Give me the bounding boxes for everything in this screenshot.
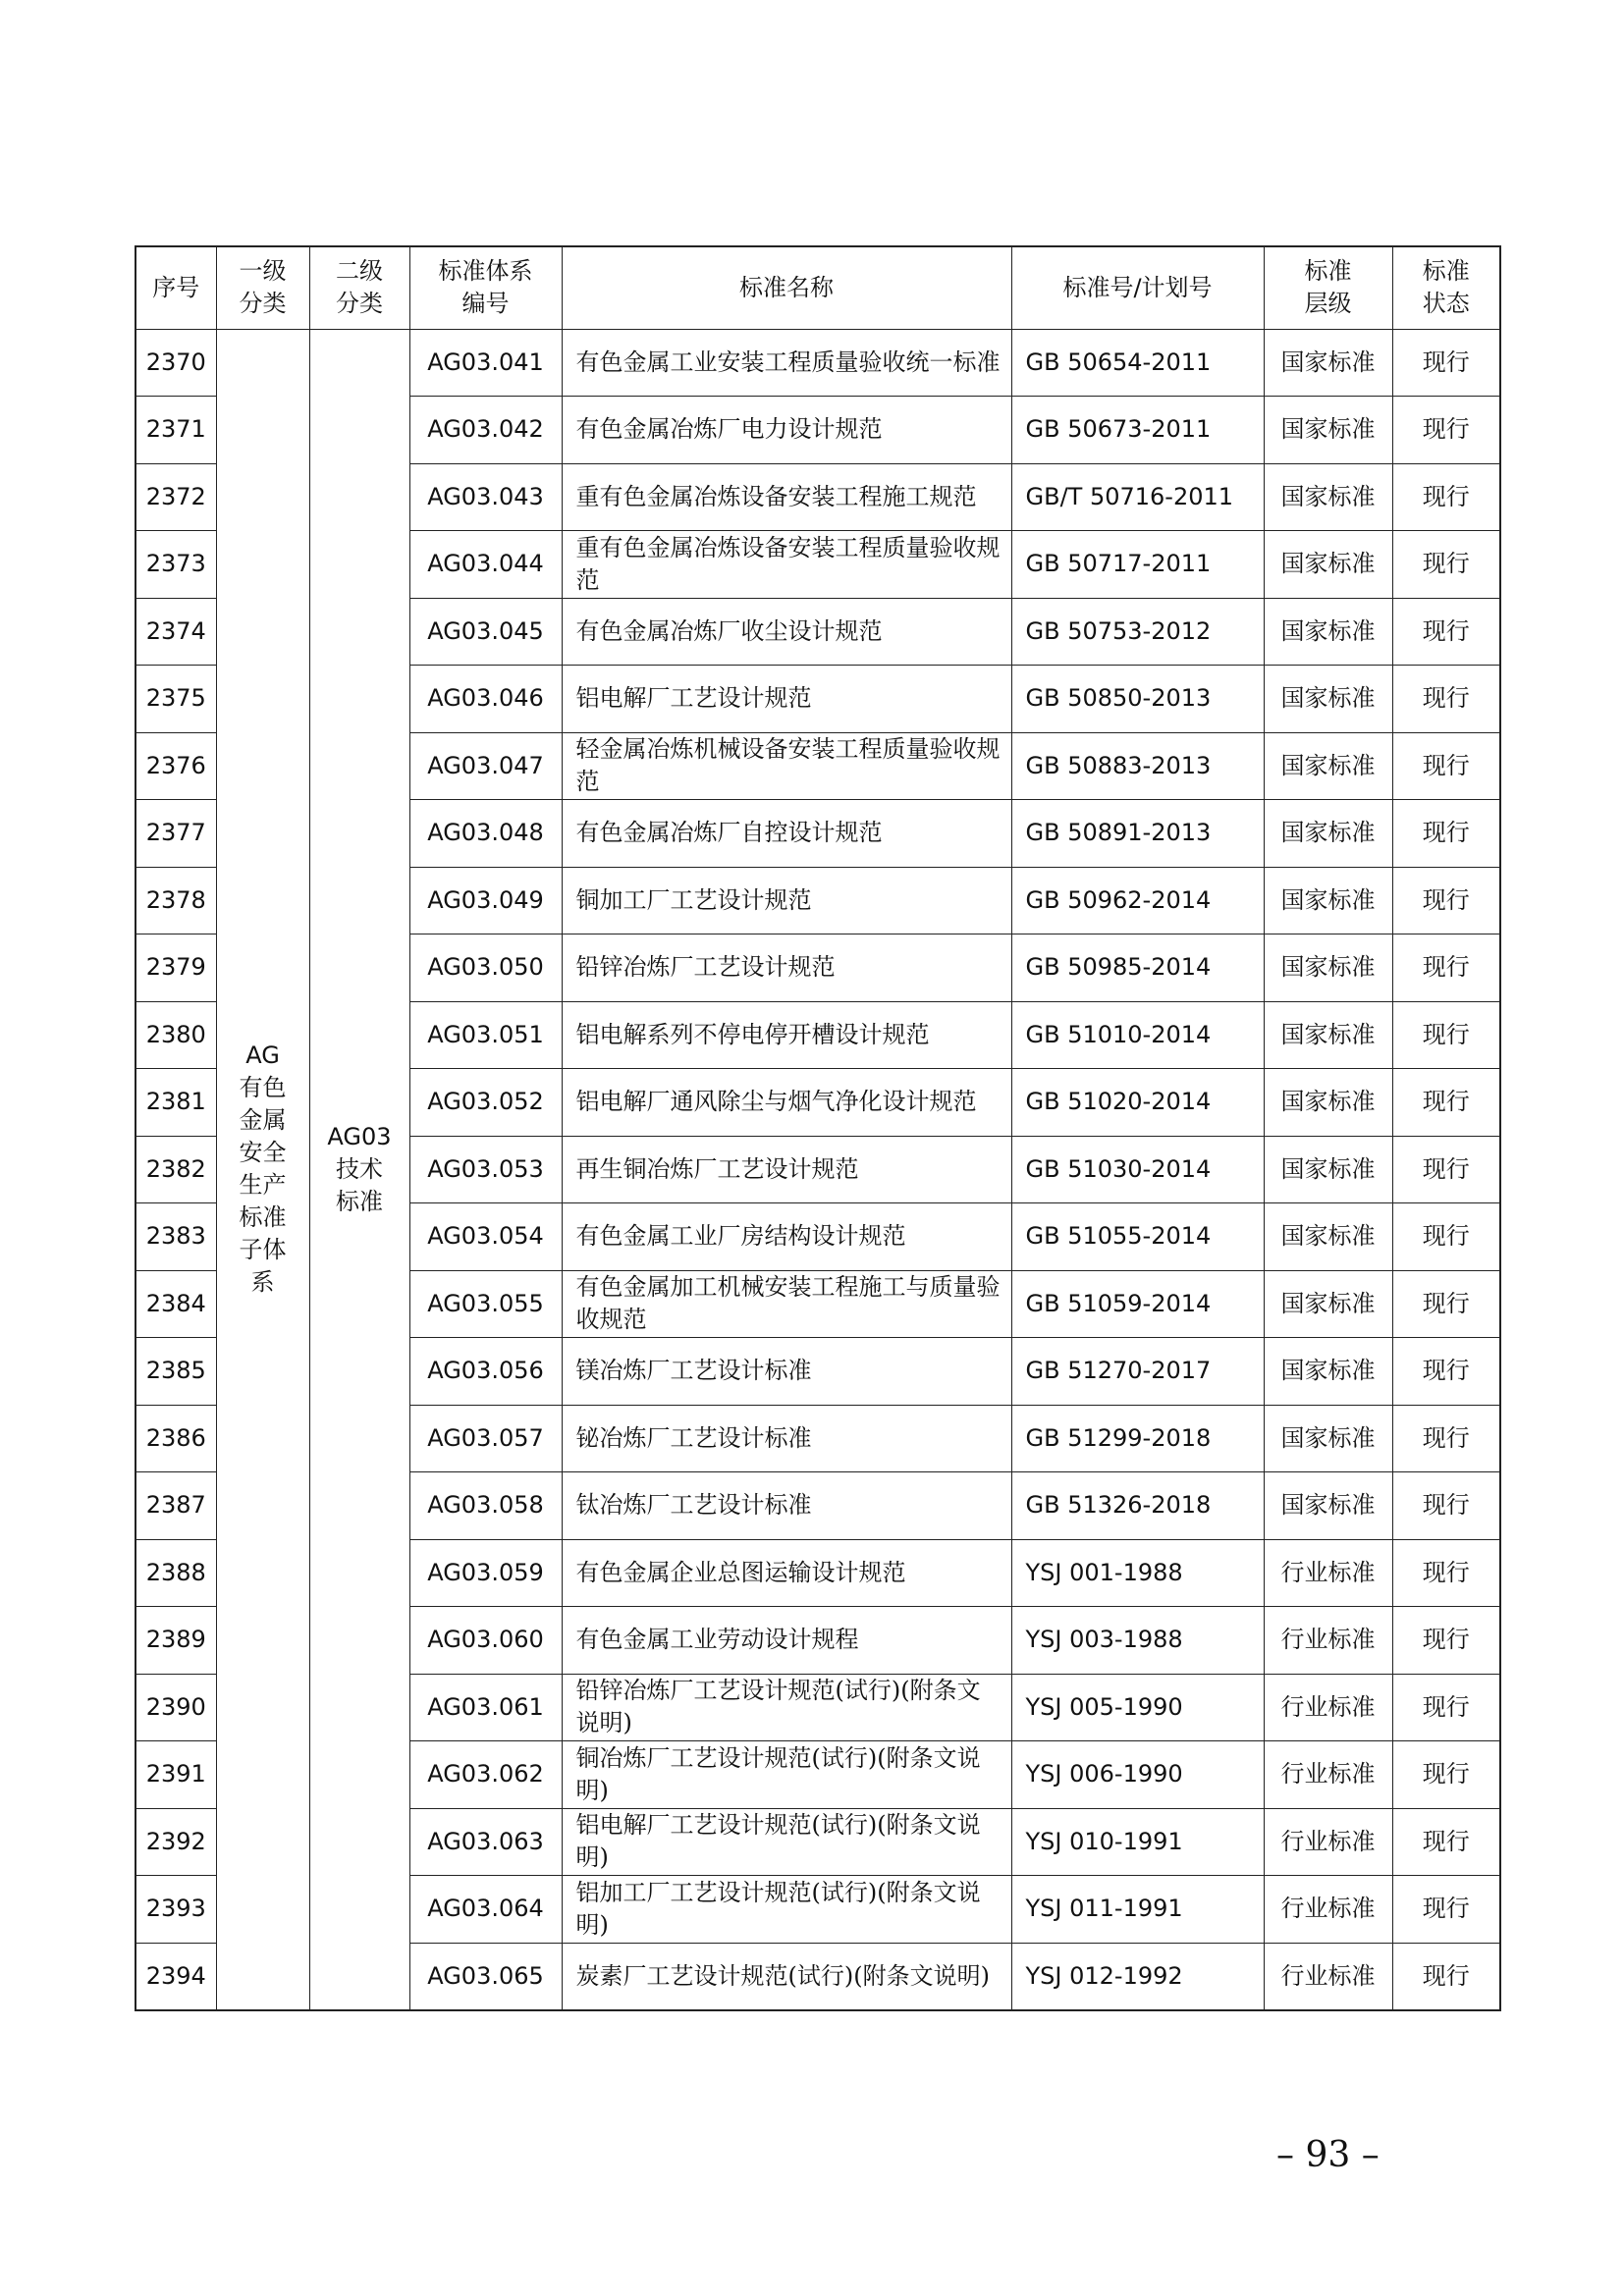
row-name: 铝电解厂工艺设计规范 [562,666,1011,733]
row-name: 重有色金属冶炼设备安装工程施工规范 [562,463,1011,531]
row-code: AG03.065 [409,1943,562,2010]
row-seq: 2377 [135,800,216,868]
row-status: 现行 [1392,1472,1500,1540]
row-standard-no: GB 51270-2017 [1011,1338,1264,1406]
row-standard-no: GB 51010-2014 [1011,1001,1264,1069]
row-seq: 2372 [135,463,216,531]
row-seq: 2380 [135,1001,216,1069]
row-code: AG03.050 [409,934,562,1002]
row-status: 现行 [1392,1741,1500,1809]
row-name: 重有色金属冶炼设备安装工程质量验收规范 [562,531,1011,599]
header-level2: 二级 分类 [309,246,409,329]
row-status: 现行 [1392,1539,1500,1607]
row-standard-no: YSJ 001-1988 [1011,1539,1264,1607]
table-row [135,329,1500,397]
row-code: AG03.049 [409,867,562,934]
row-seq: 2370 [135,329,216,397]
row-name: 铝电解厂工艺设计规范(试行)(附条文说明) [562,1808,1011,1876]
row-seq: 2386 [135,1405,216,1472]
level2-category: AG03 技术 标准 [309,329,409,2010]
row-standard-no: GB 50717-2011 [1011,531,1264,599]
row-seq: 2373 [135,531,216,599]
row-name: 铝加工厂工艺设计规范(试行)(附条文说明) [562,1876,1011,1944]
row-level: 行业标准 [1264,1943,1392,2010]
row-standard-no: GB 50673-2011 [1011,397,1264,464]
row-seq: 2392 [135,1808,216,1876]
row-level: 行业标准 [1264,1674,1392,1741]
row-status: 现行 [1392,1405,1500,1472]
row-level: 国家标准 [1264,1001,1392,1069]
row-code: AG03.051 [409,1001,562,1069]
row-standard-no: YSJ 010-1991 [1011,1808,1264,1876]
row-code: AG03.053 [409,1136,562,1203]
row-standard-no: GB 51299-2018 [1011,1405,1264,1472]
row-status: 现行 [1392,1808,1500,1876]
row-name: 铜加工厂工艺设计规范 [562,867,1011,934]
row-level: 行业标准 [1264,1808,1392,1876]
row-name: 有色金属冶炼厂电力设计规范 [562,397,1011,464]
row-name: 钛冶炼厂工艺设计标准 [562,1472,1011,1540]
header-no: 标准号/计划号 [1011,246,1264,329]
row-code: AG03.056 [409,1338,562,1406]
row-code: AG03.062 [409,1741,562,1809]
row-status: 现行 [1392,1136,1500,1203]
row-standard-no: GB 50753-2012 [1011,598,1264,666]
row-level: 国家标准 [1264,1203,1392,1271]
row-level: 国家标准 [1264,1472,1392,1540]
row-status: 现行 [1392,1270,1500,1338]
row-status: 现行 [1392,934,1500,1002]
row-standard-no: GB 50962-2014 [1011,867,1264,934]
row-code: AG03.045 [409,598,562,666]
row-level: 行业标准 [1264,1741,1392,1809]
row-code: AG03.064 [409,1876,562,1944]
table-header-row [135,246,1500,329]
header-code: 标准体系 编号 [409,246,562,329]
row-status: 现行 [1392,867,1500,934]
row-status: 现行 [1392,800,1500,868]
row-name: 轻金属冶炼机械设备安装工程质量验收规范 [562,732,1011,800]
row-seq: 2385 [135,1338,216,1406]
row-level: 国家标准 [1264,531,1392,599]
row-level: 国家标准 [1264,934,1392,1002]
row-name: 有色金属冶炼厂自控设计规范 [562,800,1011,868]
row-code: AG03.044 [409,531,562,599]
row-name: 有色金属冶炼厂收尘设计规范 [562,598,1011,666]
row-name: 有色金属工业厂房结构设计规范 [562,1203,1011,1271]
row-standard-no: GB 51020-2014 [1011,1069,1264,1137]
row-status: 现行 [1392,1607,1500,1675]
row-status: 现行 [1392,666,1500,733]
row-code: AG03.052 [409,1069,562,1137]
row-standard-no: GB 51030-2014 [1011,1136,1264,1203]
row-standard-no: YSJ 003-1988 [1011,1607,1264,1675]
standards-table [135,245,1501,2011]
header-level1: 一级 分类 [216,246,309,329]
row-status: 现行 [1392,598,1500,666]
row-standard-no: GB 51059-2014 [1011,1270,1264,1338]
row-name: 炭素厂工艺设计规范(试行)(附条文说明) [562,1943,1011,2010]
row-code: AG03.063 [409,1808,562,1876]
row-seq: 2389 [135,1607,216,1675]
row-standard-no: GB 50850-2013 [1011,666,1264,733]
row-standard-no: GB 50891-2013 [1011,800,1264,868]
row-level: 国家标准 [1264,1405,1392,1472]
header-seq: 序号 [135,246,216,329]
row-status: 现行 [1392,1876,1500,1944]
row-standard-no: GB 50985-2014 [1011,934,1264,1002]
row-name: 有色金属加工机械安装工程施工与质量验收规范 [562,1270,1011,1338]
row-level: 国家标准 [1264,1136,1392,1203]
row-standard-no: GB 51055-2014 [1011,1203,1264,1271]
row-seq: 2394 [135,1943,216,2010]
row-status: 现行 [1392,1338,1500,1406]
row-name: 铋冶炼厂工艺设计标准 [562,1405,1011,1472]
row-seq: 2388 [135,1539,216,1607]
row-seq: 2391 [135,1741,216,1809]
row-status: 现行 [1392,732,1500,800]
row-code: AG03.054 [409,1203,562,1271]
row-code: AG03.060 [409,1607,562,1675]
row-code: AG03.043 [409,463,562,531]
row-seq: 2387 [135,1472,216,1540]
row-code: AG03.059 [409,1539,562,1607]
row-standard-no: YSJ 006-1990 [1011,1741,1264,1809]
row-level: 国家标准 [1264,1069,1392,1137]
row-level: 国家标准 [1264,598,1392,666]
row-standard-no: YSJ 005-1990 [1011,1674,1264,1741]
row-code: AG03.055 [409,1270,562,1338]
row-standard-no: YSJ 012-1992 [1011,1943,1264,2010]
row-level: 行业标准 [1264,1876,1392,1944]
row-status: 现行 [1392,1069,1500,1137]
row-name: 有色金属企业总图运输设计规范 [562,1539,1011,1607]
row-status: 现行 [1392,397,1500,464]
row-level: 国家标准 [1264,867,1392,934]
row-status: 现行 [1392,531,1500,599]
row-status: 现行 [1392,1943,1500,2010]
row-level: 国家标准 [1264,800,1392,868]
row-code: AG03.057 [409,1405,562,1472]
row-seq: 2375 [135,666,216,733]
row-level: 国家标准 [1264,1270,1392,1338]
row-code: AG03.061 [409,1674,562,1741]
row-seq: 2374 [135,598,216,666]
row-standard-no: GB 50654-2011 [1011,329,1264,397]
row-level: 国家标准 [1264,329,1392,397]
row-level: 国家标准 [1264,732,1392,800]
row-standard-no: GB/T 50716-2011 [1011,463,1264,531]
row-status: 现行 [1392,329,1500,397]
row-seq: 2376 [135,732,216,800]
row-status: 现行 [1392,1203,1500,1271]
header-name: 标准名称 [562,246,1011,329]
row-standard-no: YSJ 011-1991 [1011,1876,1264,1944]
row-seq: 2381 [135,1069,216,1137]
row-level: 行业标准 [1264,1539,1392,1607]
row-name: 铝电解系列不停电停开槽设计规范 [562,1001,1011,1069]
row-seq: 2390 [135,1674,216,1741]
row-name: 铅锌冶炼厂工艺设计规范 [562,934,1011,1002]
row-standard-no: GB 51326-2018 [1011,1472,1264,1540]
row-seq: 2378 [135,867,216,934]
row-code: AG03.042 [409,397,562,464]
row-seq: 2393 [135,1876,216,1944]
row-name: 有色金属工业劳动设计规程 [562,1607,1011,1675]
row-code: AG03.046 [409,666,562,733]
header-status: 标准 状态 [1392,246,1500,329]
row-code: AG03.048 [409,800,562,868]
row-seq: 2384 [135,1270,216,1338]
row-seq: 2379 [135,934,216,1002]
row-level: 国家标准 [1264,1338,1392,1406]
row-seq: 2382 [135,1136,216,1203]
row-name: 铜冶炼厂工艺设计规范(试行)(附条文说明) [562,1741,1011,1809]
row-status: 现行 [1392,1674,1500,1741]
row-name: 铝电解厂通风除尘与烟气净化设计规范 [562,1069,1011,1137]
row-name: 镁冶炼厂工艺设计标准 [562,1338,1011,1406]
row-name: 有色金属工业安装工程质量验收统一标准 [562,329,1011,397]
row-level: 国家标准 [1264,397,1392,464]
row-standard-no: GB 50883-2013 [1011,732,1264,800]
row-status: 现行 [1392,1001,1500,1069]
page-number: – 93 – [1276,2135,1380,2175]
row-seq: 2371 [135,397,216,464]
row-level: 国家标准 [1264,666,1392,733]
row-code: AG03.047 [409,732,562,800]
level1-category: AG 有色 金属 安全 生产 标准 子体 系 [216,329,309,2010]
row-code: AG03.058 [409,1472,562,1540]
header-level: 标准 层级 [1264,246,1392,329]
table-body [135,329,1500,2010]
row-level: 国家标准 [1264,463,1392,531]
row-seq: 2383 [135,1203,216,1271]
row-code: AG03.041 [409,329,562,397]
row-name: 再生铜冶炼厂工艺设计规范 [562,1136,1011,1203]
row-name: 铅锌冶炼厂工艺设计规范(试行)(附条文说明) [562,1674,1011,1741]
row-status: 现行 [1392,463,1500,531]
row-level: 行业标准 [1264,1607,1392,1675]
